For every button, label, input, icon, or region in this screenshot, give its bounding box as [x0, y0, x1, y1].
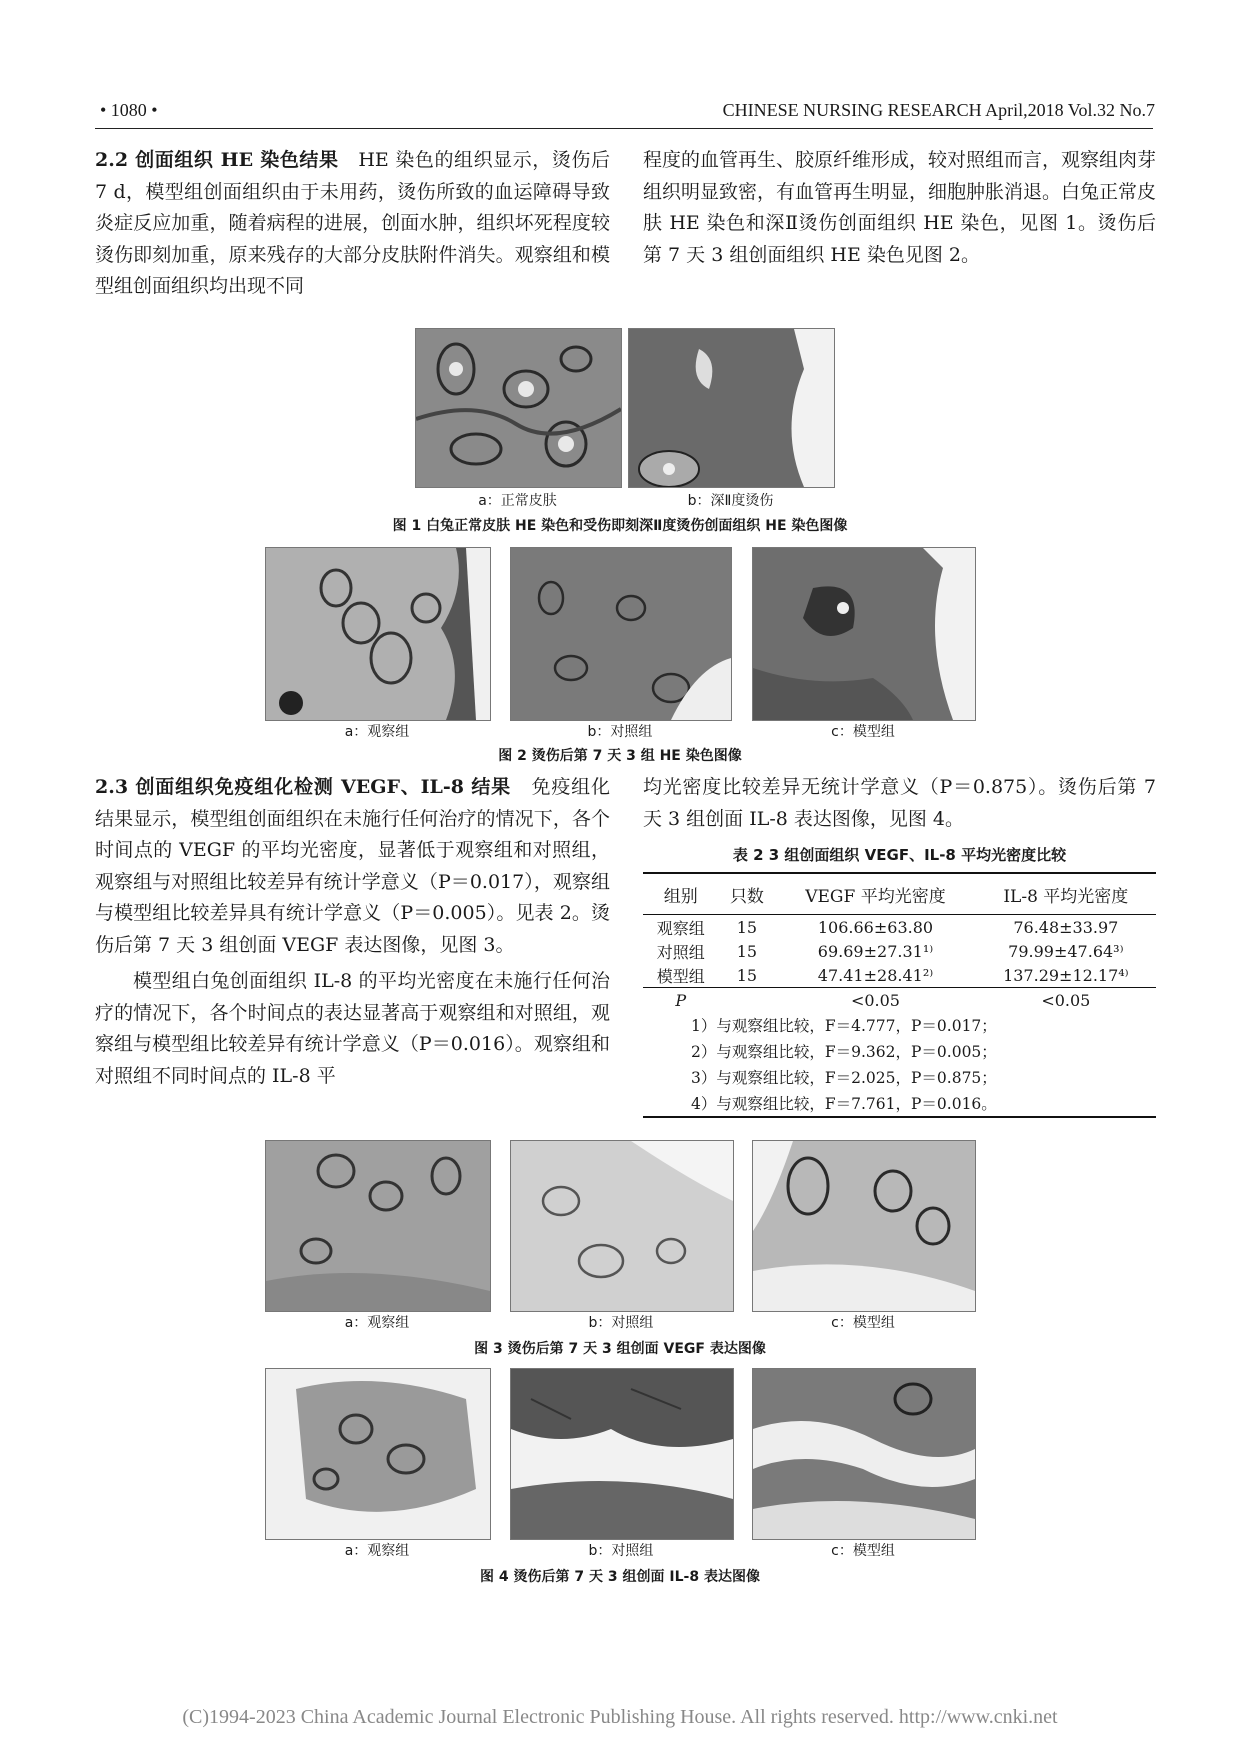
section-2-2-heading: 2.2 创面组织 HE 染色结果	[95, 149, 339, 171]
table-cell: 15	[736, 917, 758, 937]
figure2-image-c	[752, 547, 976, 721]
journal-header: CHINESE NURSING RESEARCH April,2018 Vol.32 No.7	[722, 100, 1155, 120]
figure3-sublabel-b: b：对照组	[588, 1315, 654, 1331]
table-row	[643, 963, 1156, 988]
figure4-sublabel-c: c：模型组	[831, 1543, 895, 1559]
table-cell: 137.29±12.17⁴⁾	[976, 963, 1156, 988]
table-cell: 15	[719, 963, 776, 988]
table-cell: 76.48±33.97	[1013, 917, 1119, 937]
section-2-2-left	[95, 145, 610, 303]
table-cell: 47.41±28.41²⁾	[775, 963, 975, 988]
figure4-sublabel-a: a：观察组	[344, 1543, 410, 1559]
table-cell: <0.05	[775, 988, 975, 1013]
section-2-3-left	[95, 772, 610, 1092]
table-cell: 对照组	[656, 942, 705, 962]
page-number: • 1080 •	[100, 100, 158, 120]
figure1-caption: 图 1 白兔正常皮肤 HE 染色和受伤即刻深Ⅱ度烫伤创面组织 HE 染色图像	[392, 518, 848, 534]
figure2-sublabel-c: c：模型组	[831, 724, 895, 740]
figure2-image-b	[510, 547, 732, 721]
section-2-2-text: HE 染色的组织显示，烫伤后 7 d，模型组创面组织由于未用药，烫伤所致的血运障碍导致炎症反应加重，随着病程的进展，创面水肿，组织坏死程度较烫伤即刻加重，原来残存的大部分皮肤附件消失。观察组和模型组创面组织均出现不同	[95, 149, 610, 297]
table2-note: 1）与观察组比较，F＝4.777，P＝0.017；	[691, 1017, 997, 1035]
figure2-caption: 图 2 烫伤后第 7 天 3 组 HE 染色图像	[498, 748, 742, 764]
figure4-sublabel-b: b：对照组	[588, 1543, 654, 1559]
figure3-caption: 图 3 烫伤后第 7 天 3 组创面 VEGF 表达图像	[474, 1341, 766, 1357]
figure4-image-c	[752, 1368, 976, 1540]
figure3-sublabel-c: c：模型组	[831, 1315, 895, 1331]
table2-header: VEGF 平均光密度	[775, 873, 975, 915]
figure2-sublabel-b: b：对照组	[587, 724, 653, 740]
figure3-image-a	[265, 1140, 491, 1312]
section-2-3-right	[643, 772, 1156, 835]
figure4-image-a	[265, 1368, 491, 1540]
table-cell: <0.05	[976, 988, 1156, 1013]
table-cell: 模型组	[643, 963, 719, 988]
table2-header: IL-8 平均光密度	[976, 873, 1156, 915]
table-cell: P	[643, 988, 719, 1013]
figure3-sublabel-a: a：观察组	[344, 1315, 410, 1331]
section-2-3-right-text: 均光密度比较差异无统计学意义（P＝0.875）。烫伤后第 7 天 3 组创面 IL-8 表达图像，见图 4。	[643, 776, 1156, 830]
table-cell: 69.69±27.31¹⁾	[817, 941, 934, 961]
table2	[643, 872, 1156, 1118]
table-p-row	[643, 988, 1156, 1013]
section-2-3-heading: 2.3 创面组织免疫组化检测 VEGF、IL-8 结果	[95, 776, 511, 798]
figure2-sublabel-a: a：观察组	[344, 724, 410, 740]
table-cell: 观察组	[656, 918, 705, 938]
section-2-3-p2: 模型组白兔创面组织 IL-8 的平均光密度在未施行任何治疗的情况下，各个时间点的表达显著高于观察组和对照组，观察组与模型组比较差异有统计学意义（P＝0.016）。观察组和对照组不同时间点的 IL-8 平	[95, 970, 610, 1087]
table-cell: 15	[736, 941, 758, 961]
table-row	[643, 915, 1156, 940]
table-cell: 106.66±63.80	[817, 917, 934, 937]
table-row	[643, 939, 1156, 963]
table2-note: 4）与观察组比较，F＝7.761，P＝0.016。	[643, 1090, 1156, 1117]
figure4-image-b	[510, 1368, 734, 1540]
figure1-sublabel-a: a：正常皮肤	[478, 493, 557, 509]
figure2-image-a	[265, 547, 491, 721]
copyright-footer: (C)1994-2023 China Academic Journal Electronic Publishing House. All rights reserved. http://www.cnki.net	[182, 1706, 1058, 1728]
figure3-image-b	[510, 1140, 734, 1312]
table2-note: 2）与观察组比较，F＝9.362，P＝0.005；	[691, 1043, 997, 1061]
header-rule	[95, 128, 1153, 129]
figure3-image-c	[752, 1140, 976, 1312]
figure4-caption: 图 4 烫伤后第 7 天 3 组创面 IL-8 表达图像	[480, 1569, 760, 1585]
section-2-2-right	[643, 145, 1156, 271]
table2-note: 3）与观察组比较，F＝2.025，P＝0.875；	[691, 1069, 997, 1087]
figure1-sublabel-b: b：深Ⅱ度烫伤	[687, 493, 774, 509]
figure1-image-a	[415, 328, 622, 488]
table-cell	[719, 988, 776, 1013]
table2-header: 组别	[643, 873, 719, 915]
figure1-image-b	[628, 328, 835, 488]
table2-title: 表 2 3 组创面组织 VEGF、IL-8 平均光密度比较	[732, 846, 1067, 864]
section-2-2-right-text: 程度的血管再生、胶原纤维形成，较对照组而言，观察组肉芽组织明显致密，有血管再生明显，细胞肿胀消退。白兔正常皮肤 HE 染色和深Ⅱ烫伤创面组织 HE 染色，见图 1。烫伤后第 7 天 3 组创面组织 HE 染色见图 2。	[643, 149, 1157, 266]
table-cell: 79.99±47.64³⁾	[1008, 941, 1124, 961]
section-2-3-p1: 免疫组化结果显示，模型组创面组织在未施行任何治疗的情况下，各个时间点的 VEGF 的平均光密度，显著低于观察组和对照组，观察组与对照组比较差异有统计学意义（P＝0.017），观察组与模型组比较差异具有统计学意义（P＝0.005）。见表 2。烫伤后第 7 天 3 组创面 VEGF 表达图像，见图 3。	[95, 776, 610, 956]
table2-header: 只数	[719, 873, 776, 915]
